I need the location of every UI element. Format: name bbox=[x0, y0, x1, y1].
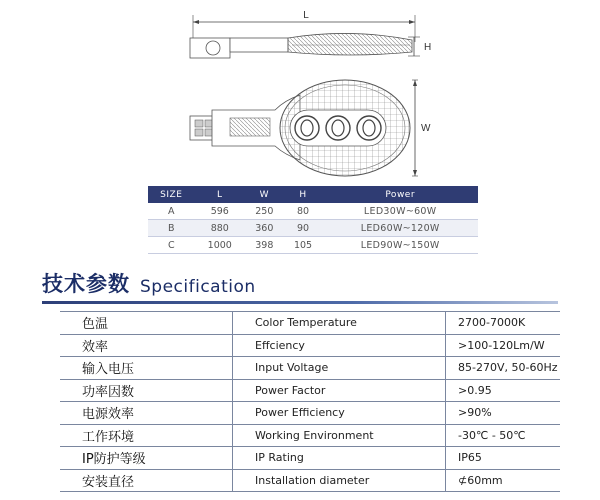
spec-label-en: Installation diameter bbox=[233, 469, 446, 492]
spec-value: 85-270V, 50-60Hz bbox=[446, 357, 561, 380]
size-cell: C bbox=[148, 237, 195, 254]
size-header: SIZE bbox=[148, 186, 195, 203]
size-table bbox=[148, 186, 478, 254]
spec-row bbox=[60, 447, 560, 470]
width-cell: 398 bbox=[245, 237, 284, 254]
table-row bbox=[148, 203, 478, 220]
spec-title-cn: 技术参数 bbox=[42, 272, 130, 296]
spec-label-cn: 电源效率 bbox=[60, 402, 233, 425]
height-cell: 90 bbox=[284, 220, 323, 237]
spec-label-cn: 工作环境 bbox=[60, 424, 233, 447]
spec-value: IP65 bbox=[446, 447, 561, 470]
table-row bbox=[148, 220, 478, 237]
length-cell: 1000 bbox=[195, 237, 245, 254]
length-header: L bbox=[195, 186, 245, 203]
spec-heading bbox=[42, 268, 256, 298]
power-cell: LED90W~150W bbox=[322, 237, 478, 254]
spec-label-en: Effciency bbox=[233, 334, 446, 357]
street-light-drawing bbox=[0, 0, 600, 185]
table-row bbox=[148, 237, 478, 254]
spec-row bbox=[60, 402, 560, 425]
power-header: Power bbox=[322, 186, 478, 203]
spec-row bbox=[60, 469, 560, 492]
power-cell: LED30W~60W bbox=[322, 203, 478, 220]
spec-value: 2700-7000K bbox=[446, 312, 561, 335]
side-view bbox=[190, 33, 412, 58]
spec-label-cn: 色温 bbox=[60, 312, 233, 335]
spec-value: ⊄60mm bbox=[446, 469, 561, 492]
size-cell: B bbox=[148, 220, 195, 237]
spec-title-en: Specification bbox=[140, 277, 256, 297]
spec-label-en: Input Voltage bbox=[233, 357, 446, 380]
spec-label-cn: 输入电压 bbox=[60, 357, 233, 380]
top-view bbox=[190, 80, 410, 176]
spec-label-cn: 效率 bbox=[60, 334, 233, 357]
spec-row bbox=[60, 379, 560, 402]
width-cell: 250 bbox=[245, 203, 284, 220]
height-label: H bbox=[424, 42, 432, 53]
spec-label-cn: IP防护等级 bbox=[60, 447, 233, 470]
length-label: L bbox=[303, 10, 309, 21]
spec-value: -30℃ - 50℃ bbox=[446, 424, 561, 447]
width-cell: 360 bbox=[245, 220, 284, 237]
width-label: W bbox=[421, 123, 431, 134]
height-cell: 105 bbox=[284, 237, 323, 254]
power-cell: LED60W~120W bbox=[322, 220, 478, 237]
spec-value: >100-120Lm/W bbox=[446, 334, 561, 357]
size-table-header bbox=[148, 186, 478, 203]
width-header: W bbox=[245, 186, 284, 203]
height-header: H bbox=[284, 186, 323, 203]
spec-label-en: Color Temperature bbox=[233, 312, 446, 335]
spec-label-en: Working Environment bbox=[233, 424, 446, 447]
size-cell: A bbox=[148, 203, 195, 220]
width-dimension bbox=[412, 80, 431, 176]
length-cell: 596 bbox=[195, 203, 245, 220]
spec-label-en: Power Efficiency bbox=[233, 402, 446, 425]
heading-divider bbox=[42, 301, 558, 304]
spec-row bbox=[60, 424, 560, 447]
height-cell: 80 bbox=[284, 203, 323, 220]
spec-value: >90% bbox=[446, 402, 561, 425]
spec-row bbox=[60, 334, 560, 357]
spec-label-cn: 功率因数 bbox=[60, 379, 233, 402]
spec-value: >0.95 bbox=[446, 379, 561, 402]
length-cell: 880 bbox=[195, 220, 245, 237]
spec-label-en: IP Rating bbox=[233, 447, 446, 470]
spec-table bbox=[60, 311, 560, 492]
spec-row bbox=[60, 357, 560, 380]
spec-label-cn: 安装直径 bbox=[60, 469, 233, 492]
spec-row bbox=[60, 312, 560, 335]
spec-label-en: Power Factor bbox=[233, 379, 446, 402]
